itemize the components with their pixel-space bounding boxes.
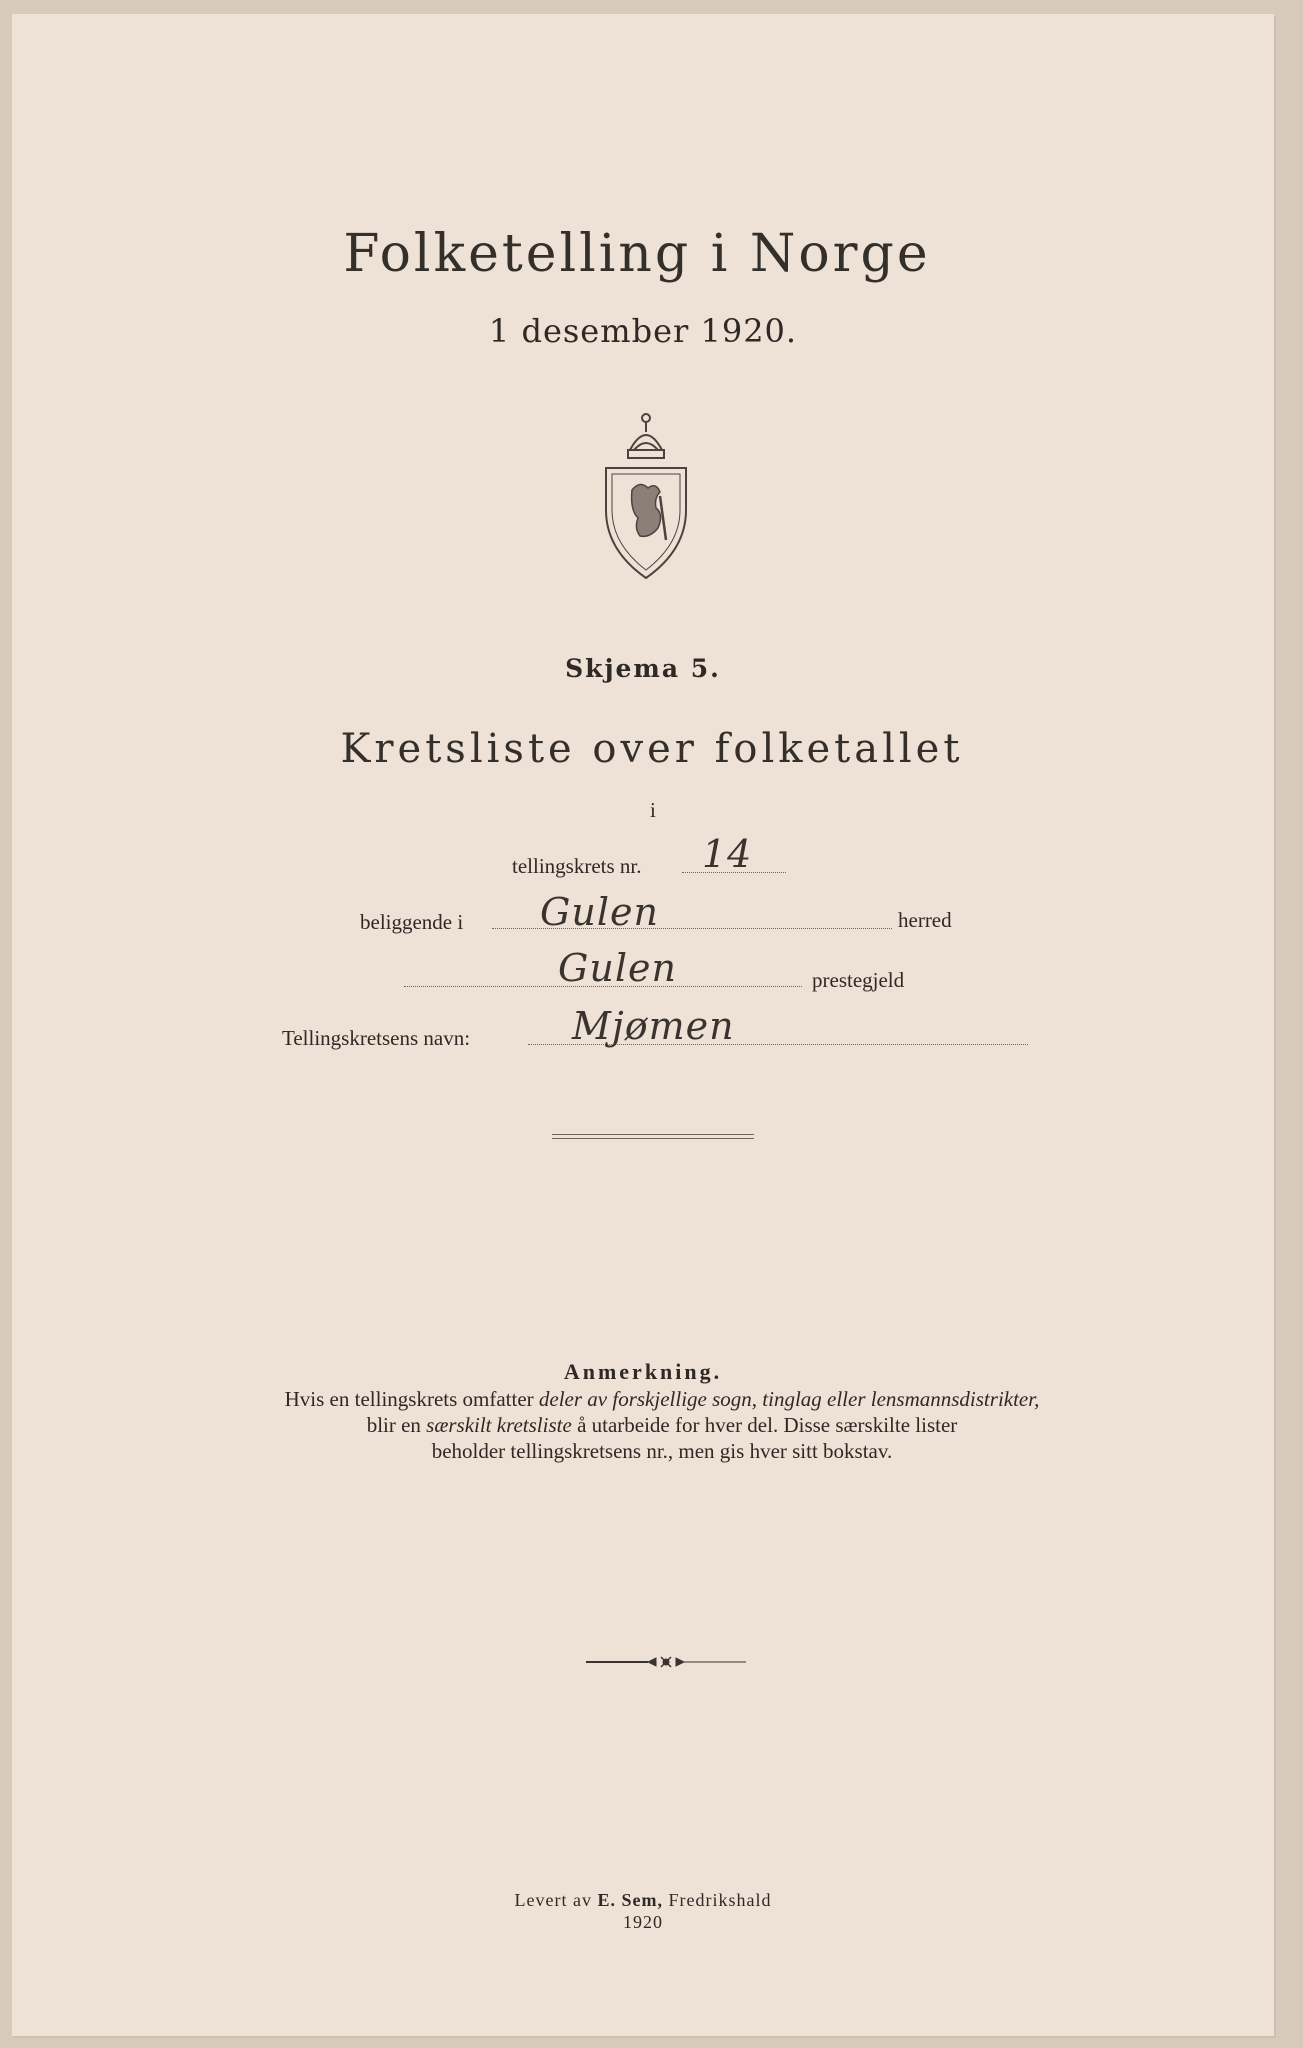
form-title: Folketelling i Norge <box>343 224 931 284</box>
census-form-sheet <box>12 14 1274 2036</box>
note-title: Anmerkning. <box>563 1359 723 1384</box>
district-number-label: tellingskrets nr. <box>512 854 642 878</box>
located-value: Gulen <box>540 890 659 934</box>
coat-of-arms-icon <box>600 410 692 582</box>
printer-prefix: Levert av <box>514 1890 598 1910</box>
printer-imprint <box>12 1889 1274 1933</box>
parish-value: Gulen <box>558 946 677 990</box>
form-heading: Kretsliste over folketallet <box>340 726 964 772</box>
district-name-label: Tellingskretsens navn: <box>282 1026 471 1050</box>
herred-label: herred <box>898 908 952 932</box>
note-line-2-suffix: å utarbeide for hver del. Disse særskilte lister <box>571 1413 958 1437</box>
note-line-1 <box>212 1386 1112 1412</box>
printer-name: E. Sem, <box>597 1890 663 1910</box>
note-line-2 <box>212 1412 1112 1438</box>
form-date: 1 desember 1920. <box>488 312 798 350</box>
note-line-1-italic: deler av forskjellige sogn, tinglag eller lensmannsdistrikter, <box>538 1387 1040 1411</box>
printer-year: 1920 <box>623 1912 663 1932</box>
note-line-2-italic: særskilt kretsliste <box>426 1413 572 1437</box>
schema-label: Skjema 5. <box>565 654 721 683</box>
note-line-1-prefix: Hvis en tellingskrets omfatter <box>284 1387 539 1411</box>
note-line-2-prefix: blir en <box>366 1413 427 1437</box>
district-number-value: 14 <box>702 832 753 876</box>
located-label: beliggende i <box>360 910 464 934</box>
parish-label: prestegjeld <box>812 968 905 992</box>
note-line-3: beholder tellingskretsens nr., men gis hver sitt bokstav. <box>431 1439 893 1463</box>
ornamental-divider-icon <box>586 1654 746 1670</box>
section-divider <box>552 1134 754 1139</box>
printer-line <box>12 1889 1274 1911</box>
preposition: i <box>650 798 656 822</box>
printer-location: Fredrikshald <box>662 1890 772 1910</box>
district-name-value: Mjømen <box>572 1004 735 1048</box>
note-text <box>212 1386 1112 1464</box>
